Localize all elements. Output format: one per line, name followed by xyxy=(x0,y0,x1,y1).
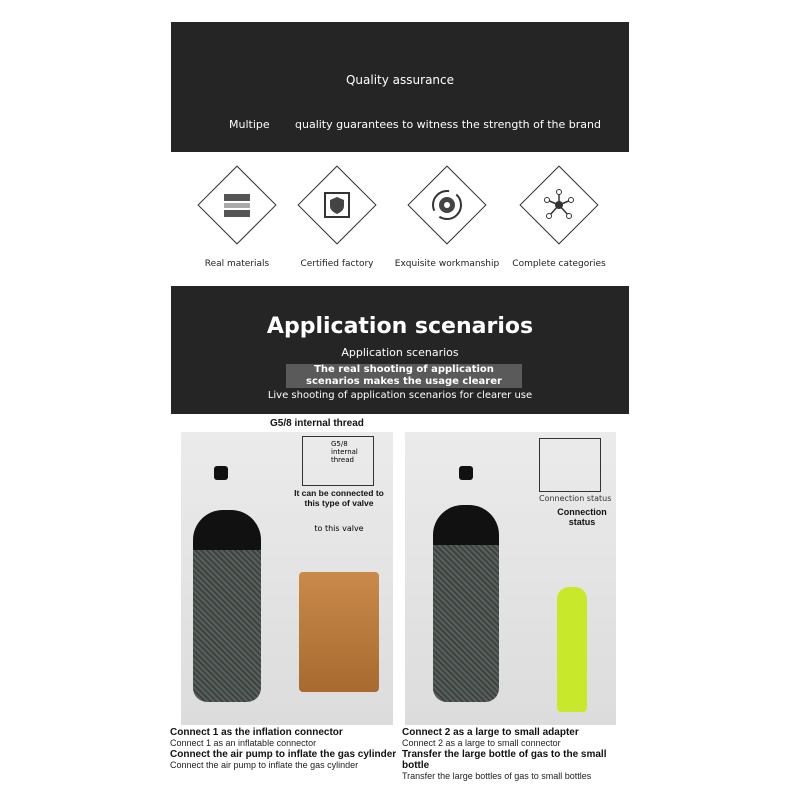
left-caption1-small: Connect 1 as an inflatable connector xyxy=(170,738,317,748)
status-small-label: Connection status xyxy=(539,494,612,503)
application-banner xyxy=(171,286,629,414)
valve-inset xyxy=(539,438,601,492)
right-caption2-small: Transfer the large bottles of gas to small bottles xyxy=(402,771,592,781)
highlight-line: The real shooting of application xyxy=(314,364,494,375)
quality-sub-left: Multipe xyxy=(229,118,270,131)
status-label: Connection status xyxy=(557,507,607,527)
thread-label: G5/8 internal thread xyxy=(270,418,364,429)
right-caption1: Connect 2 as a large to small adapter xyxy=(402,727,579,738)
gear-icon xyxy=(430,188,464,222)
application-caption: Live shooting of application scenarios for clearer use xyxy=(267,390,533,401)
right-captions xyxy=(402,727,632,782)
left-photo xyxy=(181,432,393,725)
quality-sub-right: quality guarantees to witness the strength of the brand xyxy=(295,118,601,131)
small-bottle-image xyxy=(557,587,587,712)
feature-label: Real materials xyxy=(204,259,270,269)
highlight-line: scenarios makes the usage clearer xyxy=(306,376,502,387)
valve-image xyxy=(459,466,473,480)
shield-icon xyxy=(320,188,354,222)
feature-label: Exquisite workmanship xyxy=(394,259,500,269)
left-caption2: Connect the air pump to inflate the gas cylinder xyxy=(170,749,397,760)
right-photo xyxy=(405,432,616,725)
application-subtitle: Application scenarios xyxy=(341,346,459,359)
left-caption2-small: Connect the air pump to inflate the gas cylinder xyxy=(170,760,359,770)
layers-icon xyxy=(220,188,254,222)
right-caption2: Transfer the large bottle of gas to the small bottle xyxy=(402,749,607,771)
feature-complete-categories xyxy=(504,165,614,269)
network-icon xyxy=(542,188,576,222)
feature-real-materials xyxy=(182,165,292,269)
application-highlight xyxy=(286,364,522,388)
left-caption1: Connect 1 as the inflation connector xyxy=(170,727,343,738)
valve-small-label: to this valve xyxy=(314,524,364,533)
valve-label: It can be connected to this type of valve xyxy=(294,488,384,508)
application-title: Application scenarios xyxy=(266,314,534,339)
feature-label: Complete categories xyxy=(512,259,606,269)
feature-label: Certified factory xyxy=(300,259,374,269)
feature-exquisite-workmanship xyxy=(392,165,502,269)
quality-title: Quality assurance xyxy=(345,73,455,87)
feature-certified-factory xyxy=(282,165,392,269)
thread-small-label: G5/8 internal thread xyxy=(331,440,358,464)
quality-banner xyxy=(171,22,629,152)
air-pump-image xyxy=(299,572,379,692)
valve-image xyxy=(214,466,228,480)
left-captions xyxy=(170,727,398,771)
right-caption1-small: Connect 2 as a large to small connector xyxy=(402,738,561,748)
